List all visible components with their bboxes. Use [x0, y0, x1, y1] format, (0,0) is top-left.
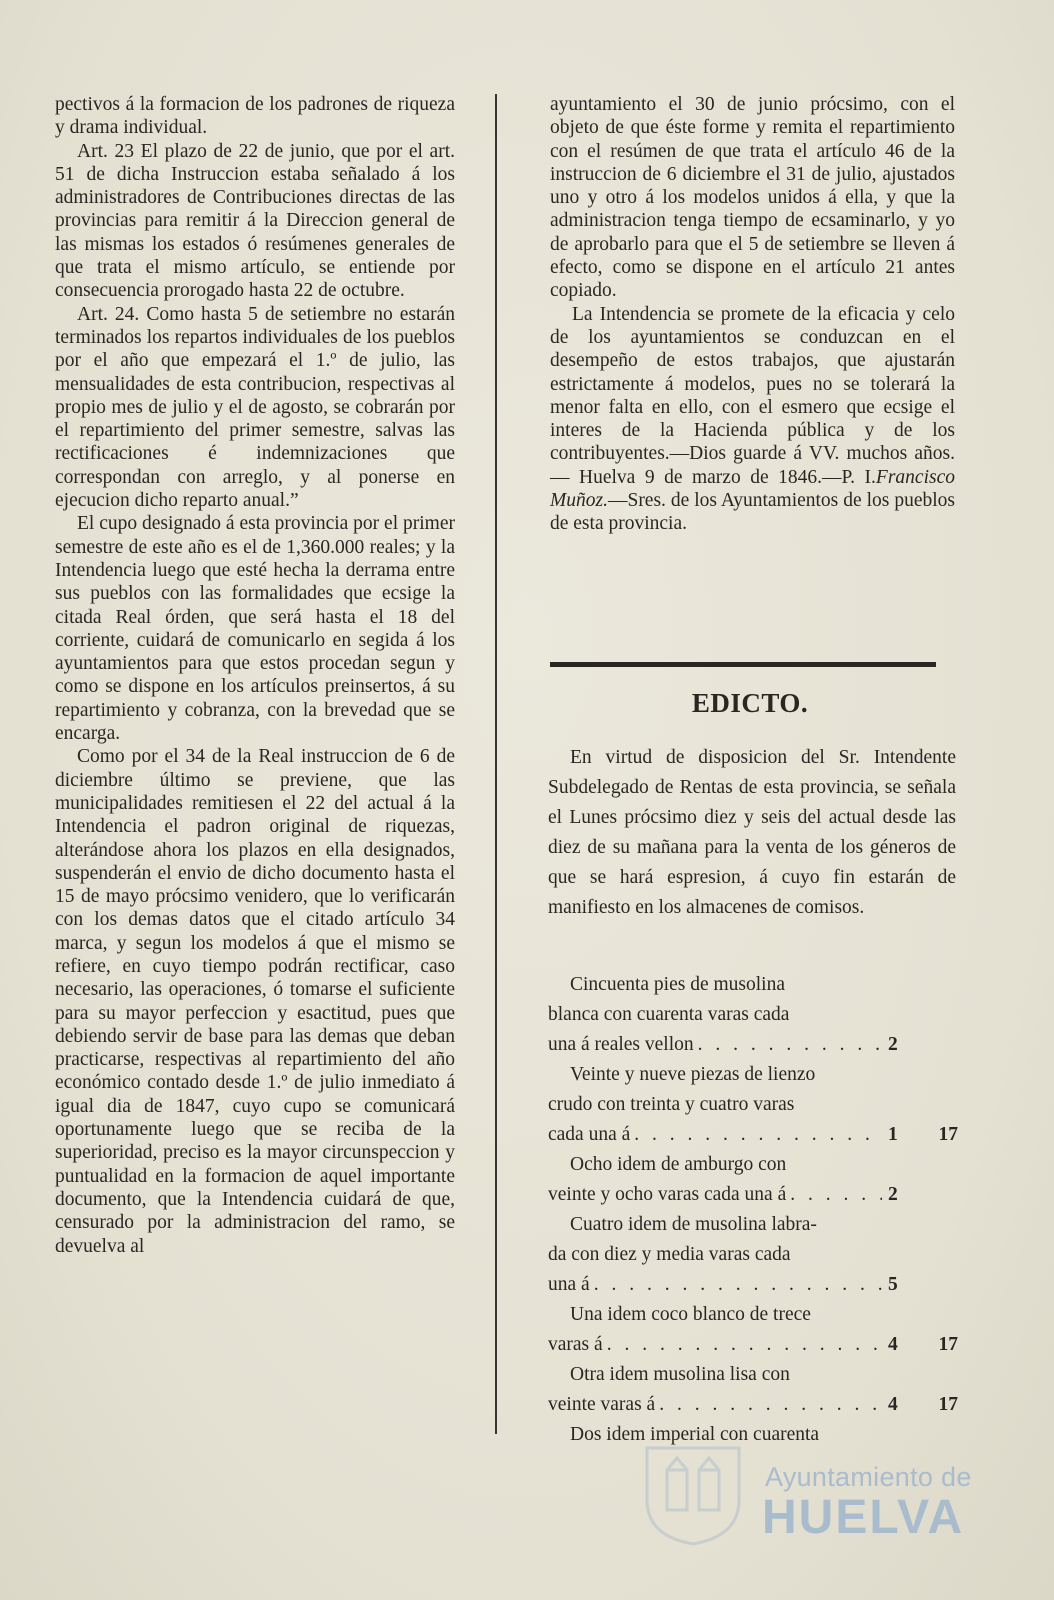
price-maravedis: 17 [938, 1124, 958, 1145]
leader-dots [594, 1270, 882, 1300]
edicto-paragraph: En virtud de disposicion del Sr. Intendente Subdelegado de Rentas de esta provincia, se señala el Lunes prócsimo diez y seis del actual desde las diez de su mañana para la venta de los géneros de que se hará espresion, á cuyo fin estarán de manifiesto en los almacenes de comisos. [548, 747, 956, 918]
right-column [550, 93, 955, 536]
watermark-line-1: Ayuntamiento de [765, 1462, 972, 1492]
leader-dots [790, 1180, 882, 1210]
goods-item-price-line [548, 1330, 958, 1360]
goods-item-description: Veinte y nueve piezas de lienzo [570, 1064, 816, 1085]
goods-item [548, 1150, 958, 1210]
goods-item-description: Cuatro idem de musolina labra- [570, 1214, 817, 1235]
paragraph: pectivos á la formacion de los padrones de riqueza y drama individual. [55, 94, 455, 139]
goods-list [548, 970, 958, 1450]
goods-item-last-line: varas á [548, 1334, 603, 1355]
goods-item-price-line [548, 1030, 958, 1060]
goods-item-description: blanca con cuarenta varas cada [548, 1004, 790, 1025]
goods-item-last-line: una á [548, 1274, 590, 1295]
paragraph [550, 303, 955, 536]
goods-item-description: Cincuenta pies de musolina [570, 974, 785, 995]
goods-item-description: da con diez y media varas cada [548, 1244, 791, 1265]
paragraph: ayuntamiento el 30 de junio prócsimo, con el objeto de que éste forme y remita el repartimiento con el resúmen de que trata el artículo 46 de la instruccion de 6 diciembre el 31 de julio, ajustados uno y otro á los modelos unidos á ella, y que la administracion tenga tiempo de ecsaminarlo, y yo de aprobarlo para que el 5 de setiembre se lleven á efecto, como se dispone en el artículo 21 antes copiado. [550, 94, 955, 302]
coat-of-arms-icon [637, 1440, 749, 1546]
paragraph: El cupo designado á esta provincia por el primer semestre de este año es el de 1,360.000 reales; y la Intendencia luego que esté hecha la derrama entre sus pueblos con las formalidades que ecsige la citada Real órden, que será hasta el 18 del corriente, cuidará de comunicarlo en segida á los ayuntamientos para que estos procedan segun y como se dispone en los artículos preinsertos, á su repartimiento y cobranza, con la brevedad que se encarga. [55, 513, 455, 745]
goods-item-price-line [548, 1180, 958, 1210]
goods-item-description: crudo con treinta y cuatro varas [548, 1094, 795, 1115]
paragraph: Art. 24. Como hasta 5 de setiembre no estarán terminados los repartos individuales de los pueblos por el año que empezará el 1.º de julio, las mensualidades de esta contribucion, respectivas al propio mes de julio y el de agosto, se cobrarán por el repartimiento del primer semestre, salvas las rectificaciones é indemnizaciones que correspondan con arreglo, y al ponerse en ejecucion dicho reparto anual.” [55, 303, 455, 512]
leader-dots [607, 1330, 882, 1360]
goods-item-description: Otra idem musolina lisa con [570, 1364, 790, 1385]
price-reales: 5 [888, 1274, 898, 1295]
edicto-body [548, 743, 956, 923]
goods-item-last-line: cada una á [548, 1124, 631, 1145]
goods-item [548, 1300, 958, 1360]
price-reales: 4 [888, 1394, 898, 1415]
paragraph-text: La Intendencia se promete de la eficacia y celo de los ayuntamientos se conduzcan en el desempeño de estos trabajos, que ajustarán estrictamente á modelos, pues no se tolerará la menor falta en ello, con el esmero que ecsige el interes de la Hacienda pública y de los contribuyentes.—Dios guarde á VV. muchos años.— Huelva 9 de marzo de 1846.—P. I. [550, 303, 955, 488]
goods-item-last-line: veinte varas á [548, 1394, 656, 1415]
price-reales: 2 [888, 1034, 898, 1055]
edicto-title: EDICTO. [691, 688, 809, 718]
goods-item [548, 970, 958, 1060]
goods-item [548, 1360, 958, 1420]
paragraph: Como por el 34 de la Real instruccion de 6 de diciembre último se previene, que las municipalidades remitiesen el 22 del actual á la Intendencia el padron original de riquezas, alterándose ahora los plazos en ella designados, suspenderán el envio de dicho documento hasta el 15 de mayo prócsimo venidero, que lo verificarán con los demas datos que el citado artículo 34 marca, y segun los modelos á que el mismo se refiere, en cuyo tiempo podrán rectificar, caso necesario, las operaciones, ó tomarse el suficiente para su mayor perfeccion y esactitud, pues que debiendo servir de base para las demas que deban practicarse, respectivas al repartimiento del año económico contado desde 1.º de julio inmediato á igual dia de 1847, cuyo cupo se comunicará oportunamente luego que se reciba de la superioridad, preciso es la mayor circunspeccion y puntualidad en la formacion de aquel importante documento, que la Intendencia cuidará de que, censurado por la administracion del ramo, se devuelva al [55, 746, 455, 1257]
column-divider [495, 94, 497, 1434]
goods-item-price-line [548, 1270, 958, 1300]
price-maravedis: 17 [938, 1394, 958, 1415]
goods-item-last-line: veinte y ocho varas cada una á [548, 1184, 787, 1205]
left-column [55, 93, 455, 1258]
closing-text: —Sres. de los Ayuntamientos de los pueblos de esta provincia. [550, 490, 955, 535]
goods-item [548, 1210, 958, 1300]
signature: Francisco Muñoz. [550, 466, 955, 512]
price-reales: 2 [888, 1184, 898, 1205]
goods-item-description: Una idem coco blanco de trece [570, 1304, 811, 1325]
goods-item-price-line [548, 1390, 958, 1420]
goods-item-last-line: una á reales vellon [548, 1034, 694, 1055]
goods-item-partial: Dos idem imperial con cuarenta [570, 1424, 820, 1445]
paragraph: Art. 23 El plazo de 22 de junio, que por el art. 51 de dicha Instruccion estaba señalado á los administradores de Contribuciones directas de las provincias para remitir á la Direccion general de las mismas los estados ó resúmenes generales de que trata el mismo artículo, se entiende por consecuencia prorogado hasta 22 de octubre. [55, 140, 455, 302]
leader-dots [698, 1030, 882, 1060]
price-maravedis: 17 [938, 1334, 958, 1355]
price-reales: 1 [888, 1124, 898, 1145]
leader-dots [634, 1120, 882, 1150]
price-reales: 4 [888, 1334, 898, 1355]
watermark-line-2: HUELVA [762, 1491, 965, 1544]
goods-item-price-line [548, 1120, 958, 1150]
section-rule [550, 662, 936, 667]
goods-item [548, 1060, 958, 1150]
leader-dots [659, 1390, 882, 1420]
goods-item-description: Ocho idem de amburgo con [570, 1154, 787, 1175]
